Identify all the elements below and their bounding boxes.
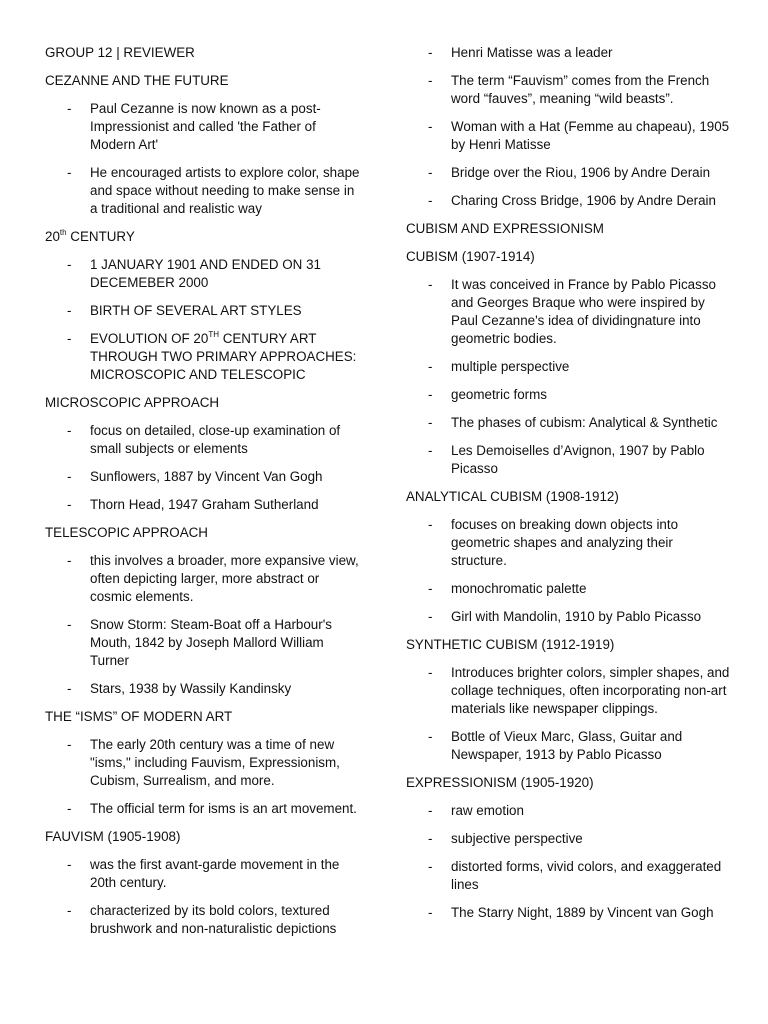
- section-heading: CEZANNE AND THE FUTURE: [45, 73, 229, 88]
- list-item-text: It was conceived in France by Pablo Picasso and Georges Braque who were inspired by Paul Cezanne's idea of dividingnature into geometric bodies.: [451, 277, 716, 346]
- bullet-dash: -: [428, 193, 433, 208]
- bullet-dash: -: [428, 803, 433, 818]
- list-item: [45, 496, 363, 514]
- section-heading: THE “ISMS” OF MODERN ART: [45, 709, 233, 724]
- section-heading: GROUP 12 | REVIEWER: [45, 45, 195, 60]
- list-item: [406, 580, 732, 598]
- list-item-text: Bottle of Vieux Marc, Glass, Guitar and Newspaper, 1913 by Pablo Picasso: [451, 729, 683, 762]
- section-heading: MICROSCOPIC APPROACH: [45, 395, 220, 410]
- bullet-dash: -: [67, 801, 72, 816]
- bullet-dash: -: [428, 859, 433, 874]
- bullet-dash: -: [67, 681, 72, 696]
- list-item: [45, 422, 363, 458]
- list-item-text: Paul Cezanne is now known as a post-Impressionist and called 'the Father of Modern Art': [90, 101, 321, 152]
- list-item-text: BIRTH OF SEVERAL ART STYLES: [90, 303, 302, 318]
- bullet-dash: -: [428, 665, 433, 680]
- list-item: [45, 302, 363, 320]
- list-item-text: Sunflowers, 1887 by Vincent Van Gogh: [90, 469, 323, 484]
- text-part: EVOLUTION OF 20: [90, 331, 209, 346]
- bullet-dash: -: [428, 45, 433, 60]
- bullet-dash: -: [428, 73, 433, 88]
- list-item: [406, 358, 732, 376]
- section-heading: SYNTHETIC CUBISM (1912-1919): [406, 637, 615, 652]
- bullet-dash: -: [428, 443, 433, 458]
- right-column: [406, 44, 732, 932]
- list-item-text: The official term for isms is an art movement.: [90, 801, 357, 816]
- bullet-list: [45, 736, 363, 818]
- list-item-text: subjective perspective: [451, 831, 583, 846]
- bullet-list: [406, 664, 732, 764]
- list-item: [406, 72, 732, 108]
- bullet-dash: -: [428, 581, 433, 596]
- list-item-text: The early 20th century was a time of new "isms," including Fauvism, Expressionism, Cubism, Surrealism, and more.: [90, 737, 340, 788]
- section-heading: EXPRESSIONISM (1905-1920): [406, 775, 594, 790]
- list-item-text: The term “Fauvism” comes from the French word “fauves”, meaning “wild beasts”.: [451, 73, 710, 106]
- bullet-list: [406, 44, 732, 210]
- list-item-text: multiple perspective: [451, 359, 570, 374]
- bullet-dash: -: [428, 729, 433, 744]
- bullet-dash: -: [428, 387, 433, 402]
- bullet-dash: -: [428, 517, 433, 532]
- bullet-list: [406, 276, 732, 478]
- list-item-text: Stars, 1938 by Wassily Kandinsky: [90, 681, 292, 696]
- list-item: [406, 904, 732, 922]
- list-item-text: geometric forms: [451, 387, 547, 402]
- list-item: [406, 164, 732, 182]
- section-heading: CUBISM (1907-1914): [406, 249, 535, 264]
- section-heading: [45, 228, 363, 246]
- section-heading: FAUVISM (1905-1908): [45, 829, 181, 844]
- list-item: [406, 192, 732, 210]
- list-item-text: this involves a broader, more expansive view, often depicting larger, more abstract or cosmic elements.: [90, 553, 359, 604]
- list-item: [45, 552, 363, 606]
- list-item: [406, 442, 732, 478]
- bullet-dash: -: [428, 905, 433, 920]
- list-item-text: Thorn Head, 1947 Graham Sutherland: [90, 497, 319, 512]
- list-item: [45, 800, 363, 818]
- list-item: [406, 276, 732, 348]
- list-item: [406, 414, 732, 432]
- list-item-text: Bridge over the Riou, 1906 by Andre Derain: [451, 165, 711, 180]
- list-item-text: Girl with Mandolin, 1910 by Pablo Picasso: [451, 609, 702, 624]
- bullet-dash: -: [67, 101, 72, 116]
- bullet-dash: -: [428, 831, 433, 846]
- list-item: [406, 118, 732, 154]
- text-part: CENTURY ART THROUGH TWO PRIMARY APPROACHES: MICROSCOPIC AND TELESCOPIC: [90, 331, 357, 382]
- bullet-dash: -: [67, 497, 72, 512]
- bullet-dash: -: [428, 359, 433, 374]
- list-item-text: distorted forms, vivid colors, and exaggerated lines: [451, 859, 722, 892]
- list-item: [45, 736, 363, 790]
- text-part: CENTURY: [66, 229, 135, 244]
- list-item-text: focuses on breaking down objects into geometric shapes and analyzing their structure.: [451, 517, 679, 568]
- bullet-dash: -: [428, 277, 433, 292]
- list-item-text: raw emotion: [451, 803, 524, 818]
- list-item-text: He encouraged artists to explore color, shape and space without needing to make sense in a traditional and realistic way: [90, 165, 360, 216]
- bullet-dash: -: [428, 415, 433, 430]
- bullet-dash: -: [428, 165, 433, 180]
- list-item: [406, 802, 732, 820]
- bullet-dash: -: [67, 737, 72, 752]
- bullet-dash: -: [67, 331, 72, 346]
- bullet-list: [45, 422, 363, 514]
- list-item: [406, 608, 732, 626]
- superscript: TH: [208, 329, 219, 339]
- list-item: [45, 616, 363, 670]
- list-item: [406, 858, 732, 894]
- list-item: [406, 664, 732, 718]
- bullet-dash: -: [67, 553, 72, 568]
- bullet-dash: -: [67, 303, 72, 318]
- list-item: [45, 100, 363, 154]
- list-item-text: was the first avant-garde movement in the 20th century.: [90, 857, 340, 890]
- list-item: [45, 330, 363, 384]
- list-item: [45, 468, 363, 486]
- list-item: [45, 256, 363, 292]
- bullet-list: [45, 856, 363, 938]
- list-item-text: Introduces brighter colors, simpler shapes, and collage techniques, often incorporating non-art materials like newspaper clippings.: [451, 665, 730, 716]
- list-item-text: monochromatic palette: [451, 581, 587, 596]
- list-item-text: Snow Storm: Steam-Boat off a Harbour's Mouth, 1842 by Joseph Mallord William Turner: [90, 617, 332, 668]
- bullet-list: [45, 256, 363, 384]
- list-item-text: The Starry Night, 1889 by Vincent van Gogh: [451, 905, 714, 920]
- list-item-text: Woman with a Hat (Femme au chapeau), 1905 by Henri Matisse: [451, 119, 730, 152]
- list-item-text: focus on detailed, close-up examination of small subjects or elements: [90, 423, 341, 456]
- list-item-text: Les Demoiselles d’Avignon, 1907 by Pablo Picasso: [451, 443, 705, 476]
- superscript: th: [59, 227, 67, 237]
- section-heading: TELESCOPIC APPROACH: [45, 525, 208, 540]
- bullet-list: [45, 552, 363, 698]
- list-item: [45, 680, 363, 698]
- bullet-list: [406, 516, 732, 626]
- bullet-list: [406, 802, 732, 922]
- bullet-list: [45, 100, 363, 218]
- list-item-text: characterized by its bold colors, textured brushwork and non-naturalistic depictions: [90, 903, 337, 936]
- bullet-dash: -: [67, 165, 72, 180]
- bullet-dash: -: [428, 119, 433, 134]
- list-item: [406, 516, 732, 570]
- list-item: [45, 902, 363, 938]
- left-column: [45, 44, 363, 948]
- list-item-text: Charing Cross Bridge, 1906 by Andre Derain: [451, 193, 716, 208]
- list-item-text: The phases of cubism: Analytical & Synthetic: [451, 415, 718, 430]
- list-item-text: 1 JANUARY 1901 AND ENDED ON 31 DECEMEBER 2000: [90, 257, 321, 290]
- bullet-dash: -: [67, 903, 72, 918]
- section-heading: CUBISM AND EXPRESSIONISM: [406, 221, 604, 236]
- list-item-text: [90, 331, 356, 382]
- list-item-text: Henri Matisse was a leader: [451, 45, 613, 60]
- bullet-dash: -: [67, 257, 72, 272]
- list-item: [406, 386, 732, 404]
- list-item: [406, 44, 732, 62]
- text-part: 20: [45, 229, 60, 244]
- list-item: [406, 728, 732, 764]
- list-item: [406, 830, 732, 848]
- bullet-dash: -: [67, 617, 72, 632]
- section-heading: ANALYTICAL CUBISM (1908-1912): [406, 489, 619, 504]
- bullet-dash: -: [67, 469, 72, 484]
- bullet-dash: -: [67, 857, 72, 872]
- bullet-dash: -: [67, 423, 72, 438]
- list-item: [45, 856, 363, 892]
- list-item: [45, 164, 363, 218]
- bullet-dash: -: [428, 609, 433, 624]
